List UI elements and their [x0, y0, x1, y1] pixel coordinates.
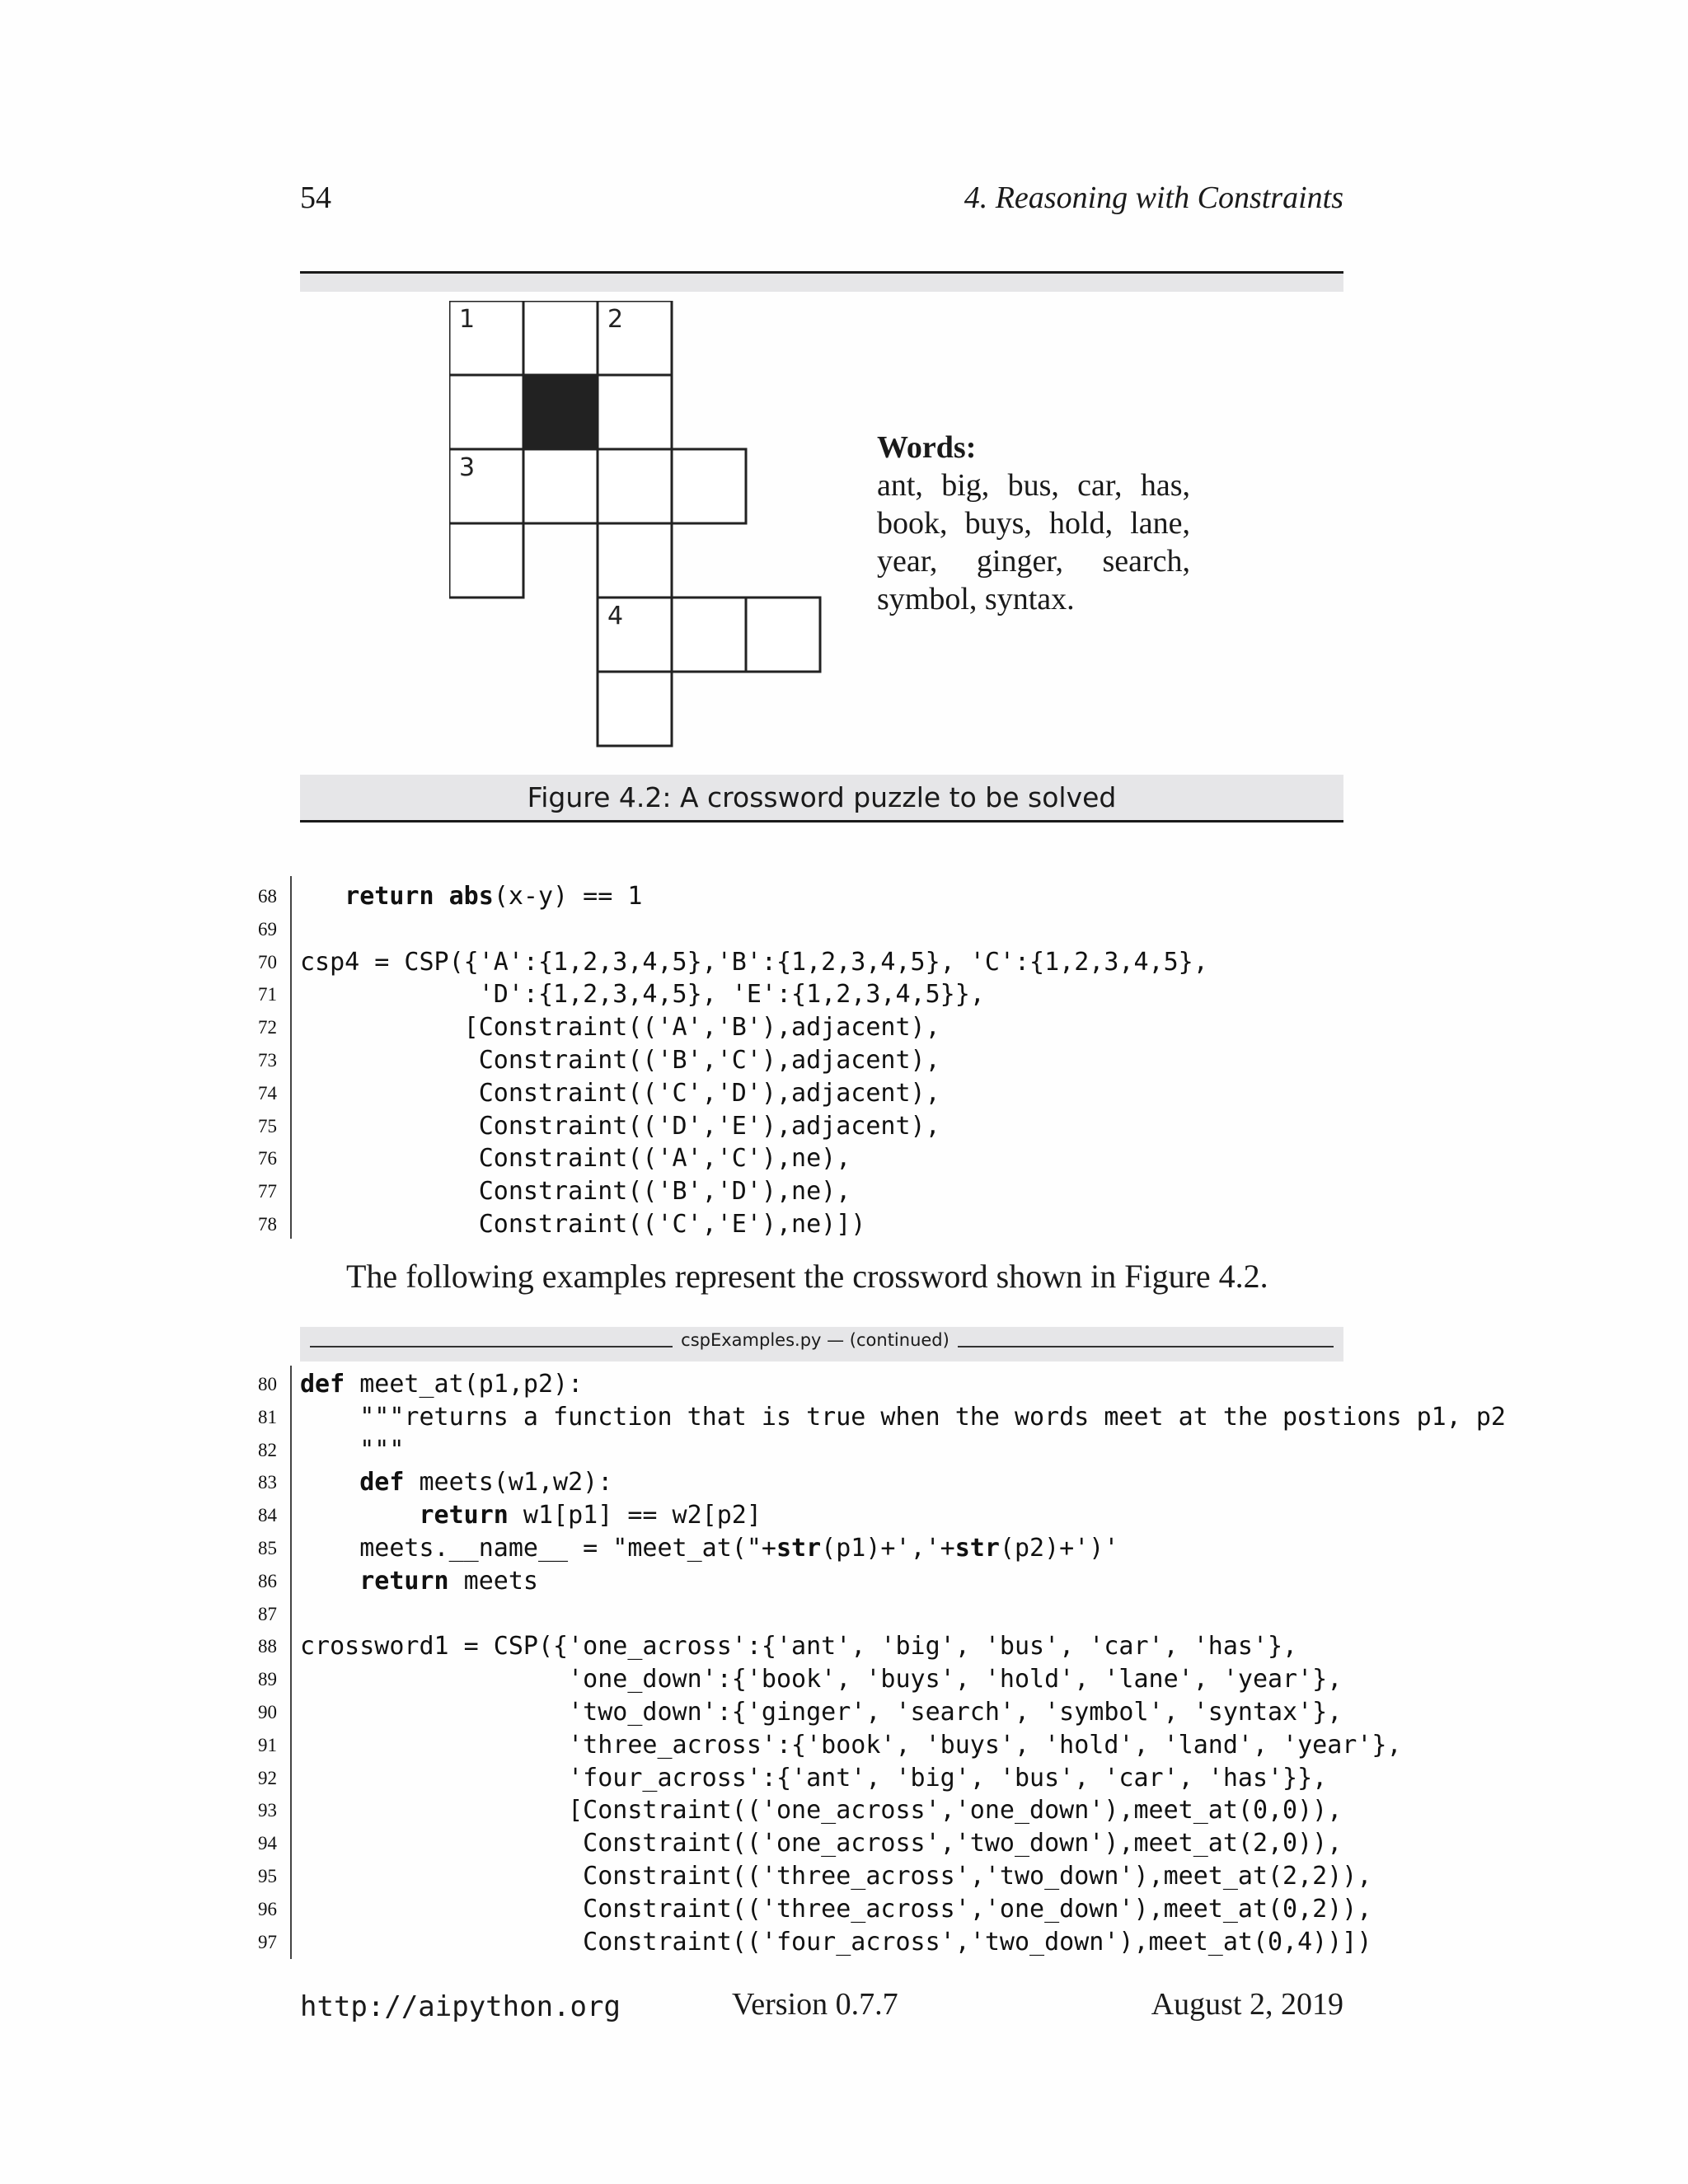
code-keyword: return — [419, 1501, 509, 1530]
cell-5-5 — [746, 598, 820, 672]
line-number: 76 — [258, 1148, 277, 1169]
crossword-grid — [449, 301, 837, 758]
cell-number-2: 2 — [607, 305, 624, 334]
code-keyword: def — [300, 1370, 345, 1399]
cell-1-2 — [523, 301, 598, 375]
file-label-line-right — [958, 1346, 1334, 1347]
cell-3-3 — [598, 449, 672, 523]
line-number: 70 — [258, 951, 277, 972]
code-line: Constraint(('B','D'),ne), — [300, 1177, 851, 1207]
code-line: Constraint(('three_across','two_down'),meet_at(2,2)), — [300, 1862, 1372, 1891]
line-number: 69 — [258, 918, 277, 940]
code-margin-bar — [290, 1366, 292, 1959]
cell-3-2 — [523, 449, 598, 523]
code-keyword: return — [359, 1566, 449, 1596]
line-number: 95 — [258, 1866, 277, 1886]
code-line: def meet_at(p1,p2): — [300, 1370, 584, 1399]
code-line: Constraint(('four_across','two_down'),meet_at(0,4))]) — [300, 1927, 1372, 1957]
line-number: 91 — [258, 1734, 277, 1755]
cell-5-4 — [672, 598, 746, 672]
line-number: 74 — [258, 1082, 277, 1104]
line-number: 87 — [258, 1603, 277, 1624]
line-number: 77 — [258, 1181, 277, 1202]
code-line: """returns a function that is true when the words meet at the postions p1, p2 — [300, 1402, 1506, 1432]
line-number: 84 — [258, 1505, 277, 1526]
page-number: 54 — [300, 180, 331, 215]
code-line: csp4 = CSP({'A':{1,2,3,4,5},'B':{1,2,3,4,5}, 'C':{1,2,3,4,5}, — [300, 947, 1208, 977]
line-number: 78 — [258, 1214, 277, 1235]
line-number: 92 — [258, 1767, 277, 1788]
code-line: Constraint(('one_across','two_down'),meet_at(2,0)), — [300, 1829, 1343, 1858]
cell-number-3: 3 — [459, 453, 476, 482]
footer-version: Version 0.7.7 — [732, 1987, 898, 2022]
code-line: return w1[p1] == w2[p2] — [419, 1501, 762, 1530]
line-number: 75 — [258, 1115, 277, 1137]
code-line: Constraint(('C','E'),ne)]) — [300, 1210, 866, 1239]
code-keyword: def — [359, 1468, 405, 1497]
body-paragraph: The following examples represent the crossword shown in Figure 4.2. — [346, 1258, 1268, 1295]
code-line: meets.__name__ = "meet_at("+str(p1)+','+str(p2)+')' — [300, 1534, 1119, 1563]
cell-number-4: 4 — [607, 602, 624, 630]
code-keyword: str — [954, 1534, 1000, 1563]
file-label: cspExamples.py — (continued) — [681, 1330, 950, 1350]
code-line: [Constraint(('A','B'),adjacent), — [300, 1013, 940, 1043]
chapter-title: 4. Reasoning with Constraints — [964, 180, 1343, 215]
cell-6-3 — [598, 672, 672, 746]
code-keyword: return abs — [345, 882, 494, 911]
code-line: 'two_down':{'ginger', 'search', 'symbol', 'syntax'}, — [300, 1698, 1343, 1727]
code-line: crossword1 = CSP({'one_across':{'ant', 'big', 'bus', 'car', 'has'}, — [300, 1632, 1298, 1661]
line-number: 97 — [258, 1931, 277, 1952]
code-line: Constraint(('C','D'),adjacent), — [300, 1078, 940, 1108]
code-line: Constraint(('D','E'),adjacent), — [300, 1111, 940, 1141]
cell-2-1 — [449, 375, 523, 449]
code-line: return meets — [359, 1566, 538, 1596]
line-number: 85 — [258, 1538, 277, 1558]
code-line: Constraint(('B','C'),adjacent), — [300, 1046, 940, 1075]
code-margin-bar — [290, 876, 292, 1239]
line-number: 80 — [258, 1374, 277, 1394]
file-label-line-left — [310, 1346, 673, 1347]
code-line: 'one_down':{'book', 'buys', 'hold', 'lane', 'year'}, — [300, 1665, 1343, 1694]
line-number: 73 — [258, 1050, 277, 1071]
code-line: return abs(x-y) == 1 — [345, 882, 643, 911]
footer-url: http://aipython.org — [300, 1990, 621, 2023]
cell-4-3 — [598, 523, 672, 598]
code-keyword: str — [776, 1534, 822, 1563]
line-number: 96 — [258, 1898, 277, 1919]
line-number: 68 — [258, 886, 277, 907]
line-number: 89 — [258, 1669, 277, 1690]
code-line: """ — [300, 1435, 405, 1465]
code-line: 'D':{1,2,3,4,5}, 'E':{1,2,3,4,5}}, — [300, 980, 985, 1010]
code-line: Constraint(('three_across','one_down'),meet_at(0,2)), — [300, 1894, 1372, 1924]
words-list: ant, big, bus, car, has, book, buys, hold, lane, year, ginger, search, symbol, syntax. — [877, 468, 1190, 616]
cell-number-1: 1 — [459, 305, 476, 334]
cell-4-1 — [449, 523, 523, 598]
word-list-block — [877, 429, 1190, 618]
cell-2-2-black — [523, 375, 598, 449]
line-number: 72 — [258, 1017, 277, 1038]
line-number: 81 — [258, 1406, 277, 1427]
figure-bottom-rule — [300, 820, 1343, 823]
cell-2-3 — [598, 375, 672, 449]
figure-top-shade — [300, 274, 1343, 292]
line-number: 71 — [258, 984, 277, 1005]
code-line: 'four_across':{'ant', 'big', 'bus', 'car', 'has'}}, — [300, 1763, 1328, 1793]
cell-3-4 — [672, 449, 746, 523]
line-number: 94 — [258, 1833, 277, 1854]
line-number: 83 — [258, 1472, 277, 1493]
line-number: 90 — [258, 1702, 277, 1722]
figure-caption: Figure 4.2: A crossword puzzle to be solved — [300, 775, 1343, 820]
line-number: 86 — [258, 1570, 277, 1591]
line-number: 82 — [258, 1439, 277, 1460]
footer-date: August 2, 2019 — [1151, 1987, 1343, 2022]
line-number: 88 — [258, 1636, 277, 1657]
code-line: [Constraint(('one_across','one_down'),meet_at(0,0)), — [300, 1796, 1343, 1825]
code-line: 'three_across':{'book', 'buys', 'hold', 'land', 'year'}, — [300, 1730, 1402, 1760]
words-title: Words: — [877, 430, 977, 465]
code-line: def meets(w1,w2): — [359, 1468, 613, 1497]
line-number: 93 — [258, 1800, 277, 1821]
code-line: Constraint(('A','C'),ne), — [300, 1144, 851, 1174]
